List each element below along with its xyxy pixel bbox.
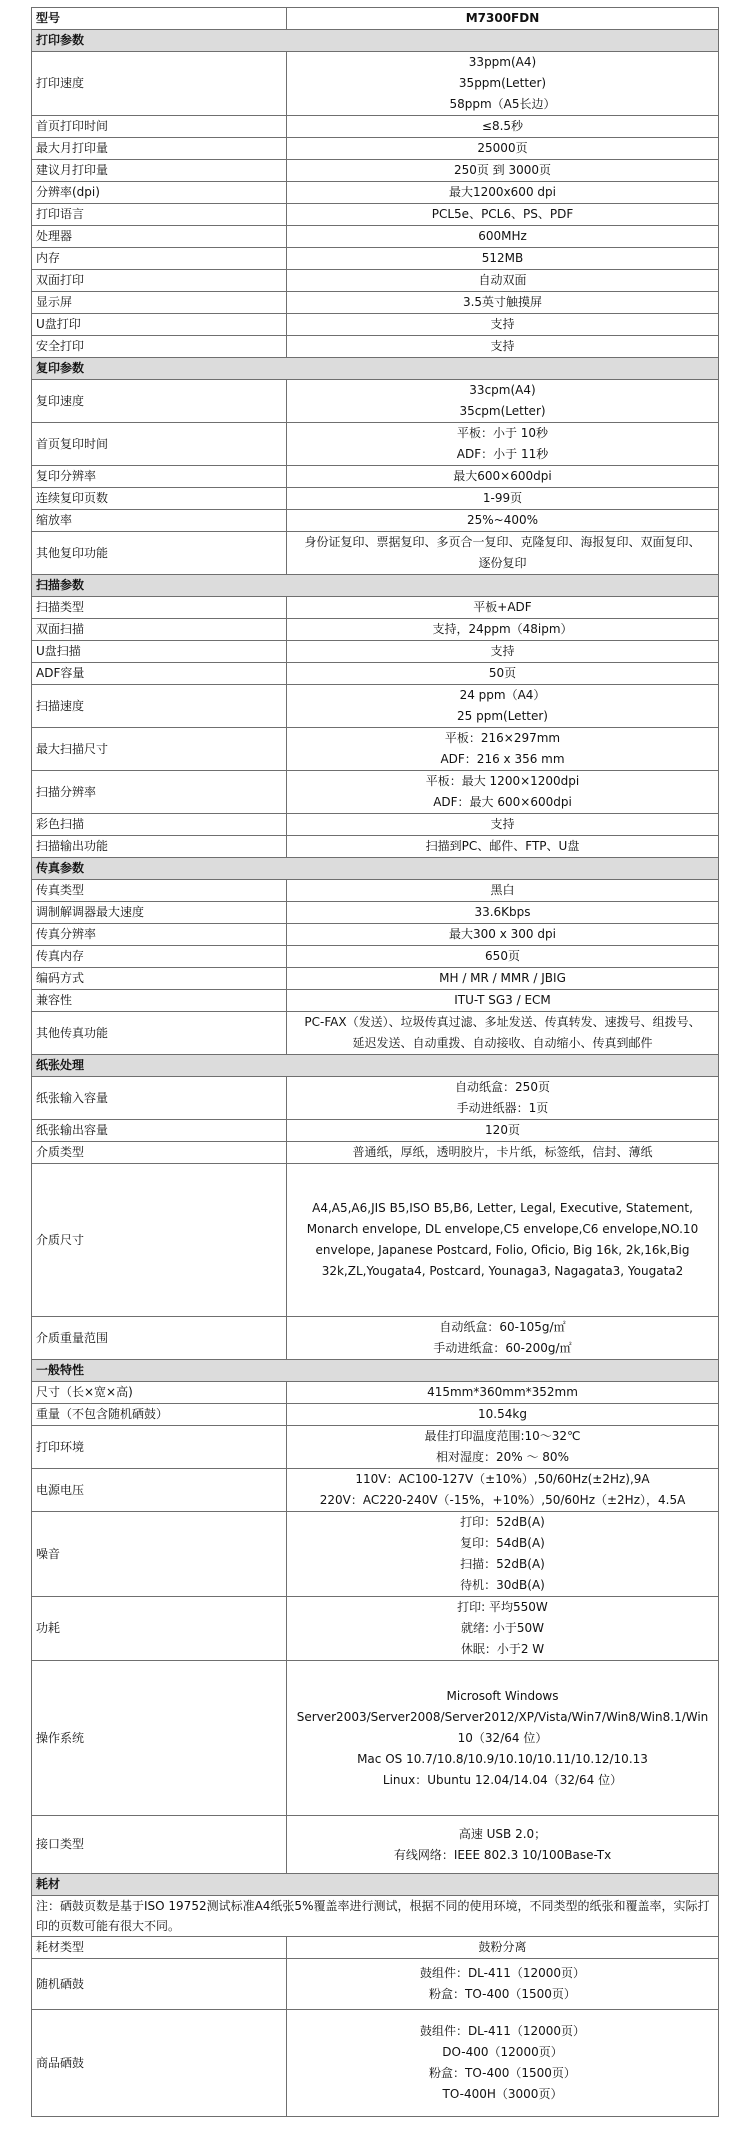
spec-value (287, 2010, 719, 2117)
spec-value-line: 鼓组件：DL-411（12000页） (419, 2024, 586, 2038)
spec-value-line: envelope, Japanese Postcard, Folio, Oficio, Big 16k, 2k,16k,Big (315, 1243, 690, 1257)
spec-row (32, 1012, 719, 1055)
spec-value-line: M7300FDN (465, 11, 540, 25)
spec-value (287, 292, 719, 314)
spec-value (287, 1382, 719, 1404)
section-title: 纸张处理 (32, 1055, 719, 1077)
section-title: 一般特性 (32, 1360, 719, 1382)
spec-value (287, 1142, 719, 1164)
spec-value (287, 1164, 719, 1317)
spec-value-line: Mac OS 10.7/10.8/10.9/10.10/10.11/10.12/10.13 (357, 1751, 648, 1766)
spec-row (32, 138, 719, 160)
spec-value (287, 924, 719, 946)
spec-value-line: 支持 (490, 317, 515, 331)
spec-value-line: 415mm*360mm*352mm (427, 1385, 578, 1399)
section-title: 耗材 (32, 1874, 719, 1896)
spec-value-line: 10（32/64 位） (457, 1730, 548, 1745)
spec-value-line: 复印：54dB(A) (460, 1536, 545, 1550)
section-title: 复印参数 (32, 358, 719, 380)
spec-label: 最大月打印量 (32, 138, 287, 160)
spec-label: 显示屏 (32, 292, 287, 314)
spec-label: 调制解调器最大速度 (32, 902, 287, 924)
spec-label: 其他复印功能 (32, 532, 287, 575)
spec-row (32, 641, 719, 663)
spec-value-line: 支持，24ppm（48ipm） (432, 622, 573, 636)
spec-label: 重量（不包含随机硒鼓） (32, 1404, 287, 1426)
spec-value (287, 902, 719, 924)
spec-row (32, 510, 719, 532)
spec-value-line: 1-99页 (482, 491, 523, 505)
spec-label: 双面扫描 (32, 619, 287, 641)
spec-value-line: 自动纸盒：250页 (455, 1080, 550, 1094)
spec-label: 功耗 (32, 1597, 287, 1661)
spec-value (287, 1426, 719, 1469)
spec-row (32, 270, 719, 292)
spec-value-line: 身份证复印、票据复印、多页合一复印、克隆复印、海报复印、双面复印、 (304, 535, 701, 549)
spec-value (287, 160, 719, 182)
spec-row (32, 663, 719, 685)
spec-value-line: 33ppm(A4) (468, 55, 537, 69)
spec-value-line: 3.5英寸触摸屏 (462, 295, 543, 309)
section-title: 打印参数 (32, 30, 719, 52)
spec-label: 最大扫描尺寸 (32, 728, 287, 771)
spec-row (32, 924, 719, 946)
spec-row (32, 1469, 719, 1512)
spec-label: 随机硒鼓 (32, 1959, 287, 2010)
spec-value (287, 1597, 719, 1661)
spec-value-line: 35ppm(Letter) (458, 76, 547, 90)
spec-label: U盘打印 (32, 314, 287, 336)
spec-row (32, 1426, 719, 1469)
spec-label: 商品硒鼓 (32, 2010, 287, 2117)
spec-row (32, 466, 719, 488)
spec-row (32, 532, 719, 575)
spec-row (32, 814, 719, 836)
note-row (32, 1896, 719, 1937)
spec-row (32, 990, 719, 1012)
spec-row (32, 1512, 719, 1597)
spec-value (287, 597, 719, 619)
spec-value-line: 逐份复印 (478, 556, 527, 570)
spec-row (32, 182, 719, 204)
spec-row (32, 728, 719, 771)
spec-label: 内存 (32, 248, 287, 270)
spec-value-line: 支持 (490, 339, 515, 353)
spec-value-line: 打印：52dB(A) (460, 1515, 545, 1529)
spec-value-line: Microsoft Windows (446, 1688, 559, 1703)
spec-value (287, 1317, 719, 1360)
spec-label: 处理器 (32, 226, 287, 248)
spec-value-line: 高速 USB 2.0； (458, 1826, 547, 1841)
spec-value-line: 最佳打印温度范围:10～32℃ (424, 1429, 581, 1443)
spec-label: U盘扫描 (32, 641, 287, 663)
spec-value (287, 663, 719, 685)
spec-row (32, 380, 719, 423)
section-header-row (32, 1055, 719, 1077)
spec-value (287, 880, 719, 902)
spec-label: 介质尺寸 (32, 1164, 287, 1317)
spec-label: 安全打印 (32, 336, 287, 358)
spec-row (32, 1937, 719, 1959)
spec-row (32, 685, 719, 728)
spec-value-line: 待机：30dB(A) (460, 1578, 545, 1592)
spec-value-line: 扫描：52dB(A) (460, 1557, 545, 1571)
spec-value-line: Monarch envelope, DL envelope,C5 envelope,C6 envelope,NO.10 (306, 1222, 699, 1236)
spec-label: 双面打印 (32, 270, 287, 292)
spec-label: 操作系统 (32, 1661, 287, 1816)
spec-row (32, 488, 719, 510)
spec-value-line: 平板：小于 10秒 (456, 426, 549, 440)
spec-label: 传真分辨率 (32, 924, 287, 946)
spec-label: 介质重量范围 (32, 1317, 287, 1360)
spec-value-line: 手动进纸器：1页 (456, 1101, 549, 1115)
spec-value-line: 鼓组件：DL-411（12000页） (419, 1966, 586, 1980)
spec-label: 扫描速度 (32, 685, 287, 728)
spec-value (287, 685, 719, 728)
spec-label: 电源电压 (32, 1469, 287, 1512)
spec-value (287, 1512, 719, 1597)
spec-row (32, 946, 719, 968)
spec-row (32, 1164, 719, 1317)
spec-value-line: 25 ppm(Letter) (457, 709, 548, 723)
spec-value-line: 33.6Kbps (474, 905, 531, 919)
spec-row (32, 1404, 719, 1426)
spec-value (287, 619, 719, 641)
spec-value (287, 1120, 719, 1142)
spec-value (287, 423, 719, 466)
spec-label: 首页打印时间 (32, 116, 287, 138)
spec-value-line: 35cpm(Letter) (459, 404, 546, 418)
spec-value-line: 有线网络：IEEE 802.3 10/100Base-Tx (393, 1847, 612, 1862)
spec-value (287, 8, 719, 30)
spec-label: 缩放率 (32, 510, 287, 532)
spec-row (32, 336, 719, 358)
spec-value (287, 532, 719, 575)
spec-value (287, 946, 719, 968)
spec-label: 兼容性 (32, 990, 287, 1012)
spec-value-line: 110V：AC100-127V（±10%）,50/60Hz(±2Hz),9A (355, 1472, 650, 1486)
spec-value-line: 33cpm(A4) (469, 383, 536, 397)
spec-value-line: 650页 (485, 949, 520, 963)
spec-label: 连续复印页数 (32, 488, 287, 510)
spec-row (32, 52, 719, 116)
spec-row (32, 836, 719, 858)
spec-value-line: 10.54kg (478, 1407, 527, 1421)
spec-label: 尺寸（长×宽×高) (32, 1382, 287, 1404)
spec-label: 扫描输出功能 (32, 836, 287, 858)
spec-row (32, 1597, 719, 1661)
spec-row (32, 1959, 719, 2010)
spec-label: 扫描分辨率 (32, 771, 287, 814)
spec-value-line: 打印: 平均550W (457, 1600, 548, 1614)
spec-label: 彩色扫描 (32, 814, 287, 836)
spec-value (287, 314, 719, 336)
spec-value-line: 粉盒：TO-400（1500页） (429, 2066, 576, 2080)
spec-value-line: 支持 (490, 817, 515, 831)
spec-row (32, 1120, 719, 1142)
spec-label: 接口类型 (32, 1816, 287, 1874)
spec-label: 打印环境 (32, 1426, 287, 1469)
spec-row (32, 1382, 719, 1404)
spec-row (32, 1816, 719, 1874)
spec-value-line: ADF：216 x 356 mm (440, 752, 565, 766)
section-title: 传真参数 (32, 858, 719, 880)
spec-value-line: 32k,ZL,Yougata4, Postcard, Younaga3, Nagagata3, Yougata2 (321, 1264, 684, 1278)
section-header-row (32, 30, 719, 52)
spec-value (287, 336, 719, 358)
spec-row (32, 1142, 719, 1164)
spec-label: 传真内存 (32, 946, 287, 968)
spec-value (287, 138, 719, 160)
spec-table (31, 7, 719, 2117)
spec-label: 复印分辨率 (32, 466, 287, 488)
spec-row (32, 968, 719, 990)
spec-value-line: 黑白 (490, 883, 515, 897)
spec-label: 打印语言 (32, 204, 287, 226)
spec-value-line: 50页 (488, 666, 517, 680)
spec-value (287, 728, 719, 771)
spec-row (32, 248, 719, 270)
spec-value (287, 1077, 719, 1120)
spec-value-line: 休眠：小于2 W (460, 1642, 545, 1656)
spec-value-line: Server2003/Server2008/Server2012/XP/Vista/Win7/Win8/Win8.1/Win (296, 1709, 709, 1724)
spec-value-line: 最大300 x 300 dpi (449, 927, 556, 941)
spec-label: 其他传真功能 (32, 1012, 287, 1055)
spec-value-line: ≤8.5秒 (481, 119, 524, 133)
spec-value-line: 自动纸盒：60-105g/㎡ (439, 1320, 566, 1334)
spec-value (287, 1469, 719, 1512)
spec-value-line: Linux：Ubuntu 12.04/14.04（32/64 位） (382, 1772, 623, 1787)
spec-value-line: 25%~400% (466, 513, 539, 527)
spec-value-line: 120页 (485, 1123, 520, 1137)
spec-label: 耗材类型 (32, 1937, 287, 1959)
spec-value (287, 226, 719, 248)
spec-value (287, 990, 719, 1012)
spec-value-line: ITU-T SG3 / ECM (454, 993, 551, 1007)
spec-label: 噪音 (32, 1512, 287, 1597)
spec-value (287, 488, 719, 510)
spec-value-line: 就绪: 小于50W (461, 1621, 544, 1635)
spec-value (287, 1404, 719, 1426)
spec-row (32, 2010, 719, 2117)
spec-value-line: PC-FAX（发送）、垃圾传真过滤、多址发送、传真转发、速拨号、组拨号、 (304, 1015, 701, 1029)
model-row (32, 8, 719, 30)
spec-label: 传真类型 (32, 880, 287, 902)
spec-label: 编码方式 (32, 968, 287, 990)
spec-label: 介质类型 (32, 1142, 287, 1164)
section-header-row (32, 1360, 719, 1382)
spec-label: 型号 (32, 8, 287, 30)
spec-value-line: 25000页 (477, 141, 528, 155)
spec-row (32, 1661, 719, 1816)
spec-value-line: ADF：小于 11秒 (456, 447, 549, 461)
spec-value (287, 1959, 719, 2010)
spec-value-line: 平板：最大 1200×1200dpi (425, 774, 580, 788)
spec-value-line: 24 ppm（A4） (459, 688, 546, 702)
spec-value-line: A4,A5,A6,JIS B5,ISO B5,B6, Letter, Legal, Executive, Statement, (312, 1201, 693, 1215)
spec-label: ADF容量 (32, 663, 287, 685)
spec-value (287, 1937, 719, 1959)
spec-label: 打印速度 (32, 52, 287, 116)
spec-value (287, 270, 719, 292)
spec-row (32, 771, 719, 814)
spec-value (287, 968, 719, 990)
note-text: 注：硒鼓页数是基于ISO 19752测试标准A4纸张5%覆盖率进行测试，根据不同的使用环境，不同类型的纸张和覆盖率，实际打印的页数可能有很大不同。 (32, 1896, 719, 1937)
spec-value (287, 814, 719, 836)
spec-value-line: 扫描到PC、邮件、FTP、U盘 (425, 839, 580, 853)
spec-value (287, 1816, 719, 1874)
spec-value (287, 771, 719, 814)
spec-value (287, 836, 719, 858)
spec-row (32, 902, 719, 924)
spec-value-line: 58ppm（A5长边） (449, 97, 556, 111)
section-title: 扫描参数 (32, 575, 719, 597)
spec-value (287, 52, 719, 116)
spec-value-line: 延迟发送、自动重拨、自动接收、自动缩小、传真到邮件 (352, 1036, 653, 1050)
spec-row (32, 1317, 719, 1360)
section-header-row (32, 1874, 719, 1896)
spec-value-line: 600MHz (478, 229, 527, 243)
spec-value-line: ADF：最大 600×600dpi (433, 795, 572, 809)
spec-label: 纸张输入容量 (32, 1077, 287, 1120)
spec-row (32, 314, 719, 336)
spec-value (287, 1012, 719, 1055)
spec-value (287, 641, 719, 663)
spec-value (287, 1661, 719, 1816)
spec-value-line: 普通纸，厚纸，透明胶片，卡片纸，标签纸，信封、薄纸 (352, 1145, 653, 1159)
spec-value (287, 466, 719, 488)
spec-row (32, 116, 719, 138)
spec-value (287, 182, 719, 204)
spec-value-line: 512MB (481, 251, 524, 265)
spec-row (32, 880, 719, 902)
spec-row (32, 226, 719, 248)
spec-value (287, 510, 719, 532)
spec-value-line: 自动双面 (478, 273, 527, 287)
spec-value-line: 平板：216×297mm (444, 731, 561, 745)
spec-label: 分辨率(dpi) (32, 182, 287, 204)
spec-row (32, 1077, 719, 1120)
spec-label: 纸张输出容量 (32, 1120, 287, 1142)
spec-value-line: 鼓粉分离 (478, 1940, 527, 1954)
spec-value (287, 204, 719, 226)
section-header-row (32, 575, 719, 597)
section-header-row (32, 858, 719, 880)
spec-value-line: 平板+ADF (473, 600, 532, 614)
spec-value (287, 116, 719, 138)
spec-value-line: TO-400H（3000页） (442, 2087, 563, 2101)
section-header-row (32, 358, 719, 380)
spec-value-line: 粉盒：TO-400（1500页） (429, 1987, 576, 2001)
spec-value-line: PCL5e、PCL6、PS、PDF (431, 207, 574, 221)
spec-value-line: MH / MR / MMR / JBIG (439, 971, 566, 985)
spec-value-line: 最大600×600dpi (453, 469, 552, 483)
spec-value-line: 220V：AC220-240V（-15%，+10%）,50/60Hz（±2Hz），4.5A (319, 1493, 686, 1507)
spec-value-line: 250页 到 3000页 (453, 163, 552, 177)
spec-value-line: 手动进纸盒：60-200g/㎡ (433, 1341, 572, 1355)
spec-label: 扫描类型 (32, 597, 287, 619)
spec-value (287, 248, 719, 270)
spec-value-line: 最大1200x600 dpi (449, 185, 556, 199)
spec-row (32, 597, 719, 619)
spec-label: 复印速度 (32, 380, 287, 423)
spec-label: 建议月打印量 (32, 160, 287, 182)
spec-row (32, 292, 719, 314)
spec-row (32, 423, 719, 466)
spec-row (32, 619, 719, 641)
spec-label: 首页复印时间 (32, 423, 287, 466)
spec-value (287, 380, 719, 423)
spec-value-line: DO-400（12000页） (442, 2045, 563, 2059)
spec-row (32, 204, 719, 226)
spec-value-line: 支持 (490, 644, 515, 658)
spec-row (32, 160, 719, 182)
spec-value-line: 相对湿度：20% ～ 80% (436, 1450, 569, 1464)
